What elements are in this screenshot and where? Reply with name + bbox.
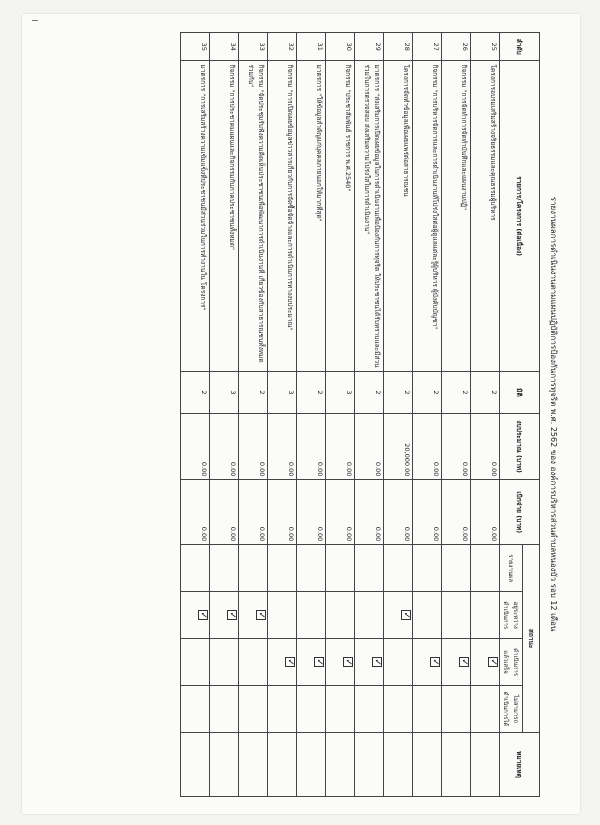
checkmark-icon: [488, 657, 498, 667]
row-budget: 0.00: [297, 414, 326, 480]
row-note: [384, 733, 413, 797]
header-budget: งบประมาณ (บาท): [500, 414, 540, 480]
row-status-cell: [471, 592, 500, 639]
row-budget: 0.00: [413, 414, 442, 480]
row-qty: 2: [355, 371, 384, 413]
header-project: รายการ/โครงการ (ต่อเนื่อง): [500, 61, 540, 371]
row-status-cell: [210, 592, 239, 639]
row-status-cell: [384, 545, 413, 592]
row-number: 30: [326, 33, 355, 61]
row-qty: 2: [239, 371, 268, 413]
report-table: [180, 32, 540, 797]
row-disbursed: 0.00: [268, 480, 297, 545]
row-status-cell: [413, 592, 442, 639]
row-project: กิจกรรม "จัดประชุมรับฟังความคิดเห็นประชาชนเพื่อพัฒนาการดำเนินงานที่ เกี่ยวข้องกับสาธารณชนทั้งหมดร่วมกัน": [239, 61, 268, 371]
row-project: กิจกรรม "การจัดทำการจัดทำบันทึกและแผนงานปฏิ": [442, 61, 471, 371]
row-status-cell: [210, 685, 239, 732]
checkmark-icon: [459, 657, 469, 667]
row-disbursed: 0.00: [239, 480, 268, 545]
row-note: [471, 733, 500, 797]
row-status-cell: [442, 685, 471, 732]
row-number: 28: [384, 33, 413, 61]
row-status-cell: [268, 639, 297, 686]
row-qty: 3: [268, 371, 297, 413]
row-budget: 0.00: [471, 414, 500, 480]
row-status-cell: [442, 545, 471, 592]
row-project: มาตรการ "การเสริมสร้างความเข้มแข็งที่ประชาชนมีส่วนร่วมในการทำงานใน โครงการ": [181, 61, 210, 371]
row-note: [297, 733, 326, 797]
row-budget: 0.00: [326, 414, 355, 480]
table-row: [181, 33, 210, 797]
row-status-cell: [413, 545, 442, 592]
row-status-cell: [471, 639, 500, 686]
row-number: 27: [413, 33, 442, 61]
row-project: โครงการอบรมเสริมสร้างจริยธรรมและคุณธรรมผู้บริหาร: [471, 61, 500, 371]
row-budget: 0.00: [355, 414, 384, 480]
row-qty: 2: [181, 371, 210, 413]
header-status-inprogress: อยู่ระหว่าง ดำเนินการ: [500, 592, 523, 639]
row-qty: 3: [326, 371, 355, 413]
table-row: [471, 33, 500, 797]
row-status-cell: [268, 685, 297, 732]
row-budget: 0.00: [268, 414, 297, 480]
row-number: 26: [442, 33, 471, 61]
row-disbursed: 0.00: [355, 480, 384, 545]
checkmark-icon: [372, 657, 382, 667]
row-status-cell: [181, 592, 210, 639]
row-status-cell: [355, 545, 384, 592]
row-disbursed: 0.00: [181, 480, 210, 545]
row-note: [239, 733, 268, 797]
header-status-notdone: ไม่สามารถ ดำเนินการได้: [500, 685, 523, 732]
row-disbursed: 0.00: [442, 480, 471, 545]
checkmark-icon: [401, 610, 411, 620]
row-qty: 2: [384, 371, 413, 413]
checkmark-icon: [430, 657, 440, 667]
row-disbursed: 0.00: [297, 480, 326, 545]
row-status-cell: [355, 685, 384, 732]
row-project: กิจกรรม "การประชาคมแผนและกิจกรรมกับภาคประชาชนทั้งหมด": [210, 61, 239, 371]
row-status-cell: [181, 685, 210, 732]
row-qty: 2: [471, 371, 500, 413]
row-disbursed: 0.00: [413, 480, 442, 545]
table-row: [210, 33, 239, 797]
header-status-done: ดำเนินการ แล้วเสร็จ: [500, 639, 523, 686]
table-row: [384, 33, 413, 797]
row-project: กิจกรรม "ประชาสัมพันธ์ ราชการ พ.ศ.2540": [326, 61, 355, 371]
row-disbursed: 0.00: [326, 480, 355, 545]
row-status-cell: [471, 545, 500, 592]
row-status-cell: [239, 545, 268, 592]
row-project: มาตรการ "ให้ข้อมูลสำคัญแก่บุคคลภายนอกให้มากที่สุด": [297, 61, 326, 371]
table-row: [442, 33, 471, 797]
row-status-cell: [326, 592, 355, 639]
checkmark-icon: [343, 657, 353, 667]
row-status-cell: [413, 639, 442, 686]
document-page: [22, 14, 580, 814]
table-row: [268, 33, 297, 797]
row-note: [442, 733, 471, 797]
row-note: [268, 733, 297, 797]
checkmark-icon: [198, 610, 208, 620]
row-note: [355, 733, 384, 797]
row-disbursed: 0.00: [471, 480, 500, 545]
row-status-cell: [210, 639, 239, 686]
row-status-cell: [384, 592, 413, 639]
row-disbursed: 0.00: [210, 480, 239, 545]
row-number: 32: [268, 33, 297, 61]
row-qty: 3: [210, 371, 239, 413]
row-project: โครงการจัดทำข้อมูลเพื่อเผยแพร่ต่อสาธารณชน: [384, 61, 413, 371]
header-qty: มิติ: [500, 371, 540, 413]
table-row: [326, 33, 355, 797]
row-status-cell: [326, 545, 355, 592]
row-status-cell: [413, 685, 442, 732]
header-status-group: สถานะ: [523, 545, 540, 733]
row-qty: 2: [297, 371, 326, 413]
row-project: มาตรการ "ส่งเสริมการเปิดเผยข้อมูลในการดำเนินงานเพื่อป้องกันการทุจริต ให้ประชาชนได้รับทราบและมีส่วนร่วมในการตรวจสอบ ส่งเสริมความโปร่งใสในการดำเนินงาน": [355, 61, 384, 371]
row-note: [210, 733, 239, 797]
row-status-cell: [384, 685, 413, 732]
checkmark-icon: [314, 657, 324, 667]
row-budget: 0.00: [442, 414, 471, 480]
row-status-cell: [239, 685, 268, 732]
row-number: 31: [297, 33, 326, 61]
row-budget: 20,000.00: [384, 414, 413, 480]
row-project: กิจกรรม "การเปิดเผยข้อมูลข่าวสารเกี่ยวกับการจัดซื้อจัดจ้างและการดำเนินการทางงบประมาณ": [268, 61, 297, 371]
row-status-cell: [297, 592, 326, 639]
row-note: [326, 733, 355, 797]
row-status-cell: [384, 639, 413, 686]
row-status-cell: [210, 545, 239, 592]
row-budget: 0.00: [181, 414, 210, 480]
row-number: 35: [181, 33, 210, 61]
row-status-cell: [268, 545, 297, 592]
table-row: [297, 33, 326, 797]
row-budget: 0.00: [239, 414, 268, 480]
row-note: [413, 733, 442, 797]
row-note: [181, 733, 210, 797]
row-number: 33: [239, 33, 268, 61]
header-status-report: รายงานผล: [500, 545, 523, 592]
row-status-cell: [442, 639, 471, 686]
row-status-cell: [181, 639, 210, 686]
row-status-cell: [297, 639, 326, 686]
row-disbursed: 0.00: [384, 480, 413, 545]
rotated-content: [22, 14, 580, 814]
row-status-cell: [355, 592, 384, 639]
row-status-cell: [181, 545, 210, 592]
table-row: [239, 33, 268, 797]
table-row: [413, 33, 442, 797]
checkmark-icon: [227, 610, 237, 620]
row-status-cell: [297, 545, 326, 592]
row-status-cell: [239, 639, 268, 686]
row-number: 29: [355, 33, 384, 61]
row-status-cell: [297, 685, 326, 732]
checkmark-icon: [285, 657, 295, 667]
row-status-cell: [268, 592, 297, 639]
row-project: กิจกรรม "การบริหารจัดการและการดำเนินงานที่โปร่งใสต่อผู้ดูแลแต่ละรู้ผู้บริหาร ผู้บังคับบัญชา": [413, 61, 442, 371]
row-status-cell: [326, 639, 355, 686]
header-no: ลำดับ: [500, 33, 540, 61]
row-status-cell: [355, 639, 384, 686]
row-budget: 0.00: [210, 414, 239, 480]
row-status-cell: [326, 685, 355, 732]
checkmark-icon: [256, 610, 266, 620]
row-status-cell: [239, 592, 268, 639]
table-body: [181, 33, 500, 797]
row-status-cell: [442, 592, 471, 639]
row-number: 25: [471, 33, 500, 61]
header-disbursed: เบิกจ่าย (บาท): [500, 480, 540, 545]
document-title: รายงานผลการดำเนินงานตามแผนปฏิบัติการป้องกันการทุจริต พ.ศ. 2562 ของ องค์การบริหารส่วนตำบลหนองบัว รอบ 12 เดือน: [549, 196, 558, 632]
row-status-cell: [471, 685, 500, 732]
row-qty: 2: [413, 371, 442, 413]
row-number: 34: [210, 33, 239, 61]
row-qty: 2: [442, 371, 471, 413]
table-row: [355, 33, 384, 797]
header-note: หมายเหตุ: [500, 733, 540, 797]
